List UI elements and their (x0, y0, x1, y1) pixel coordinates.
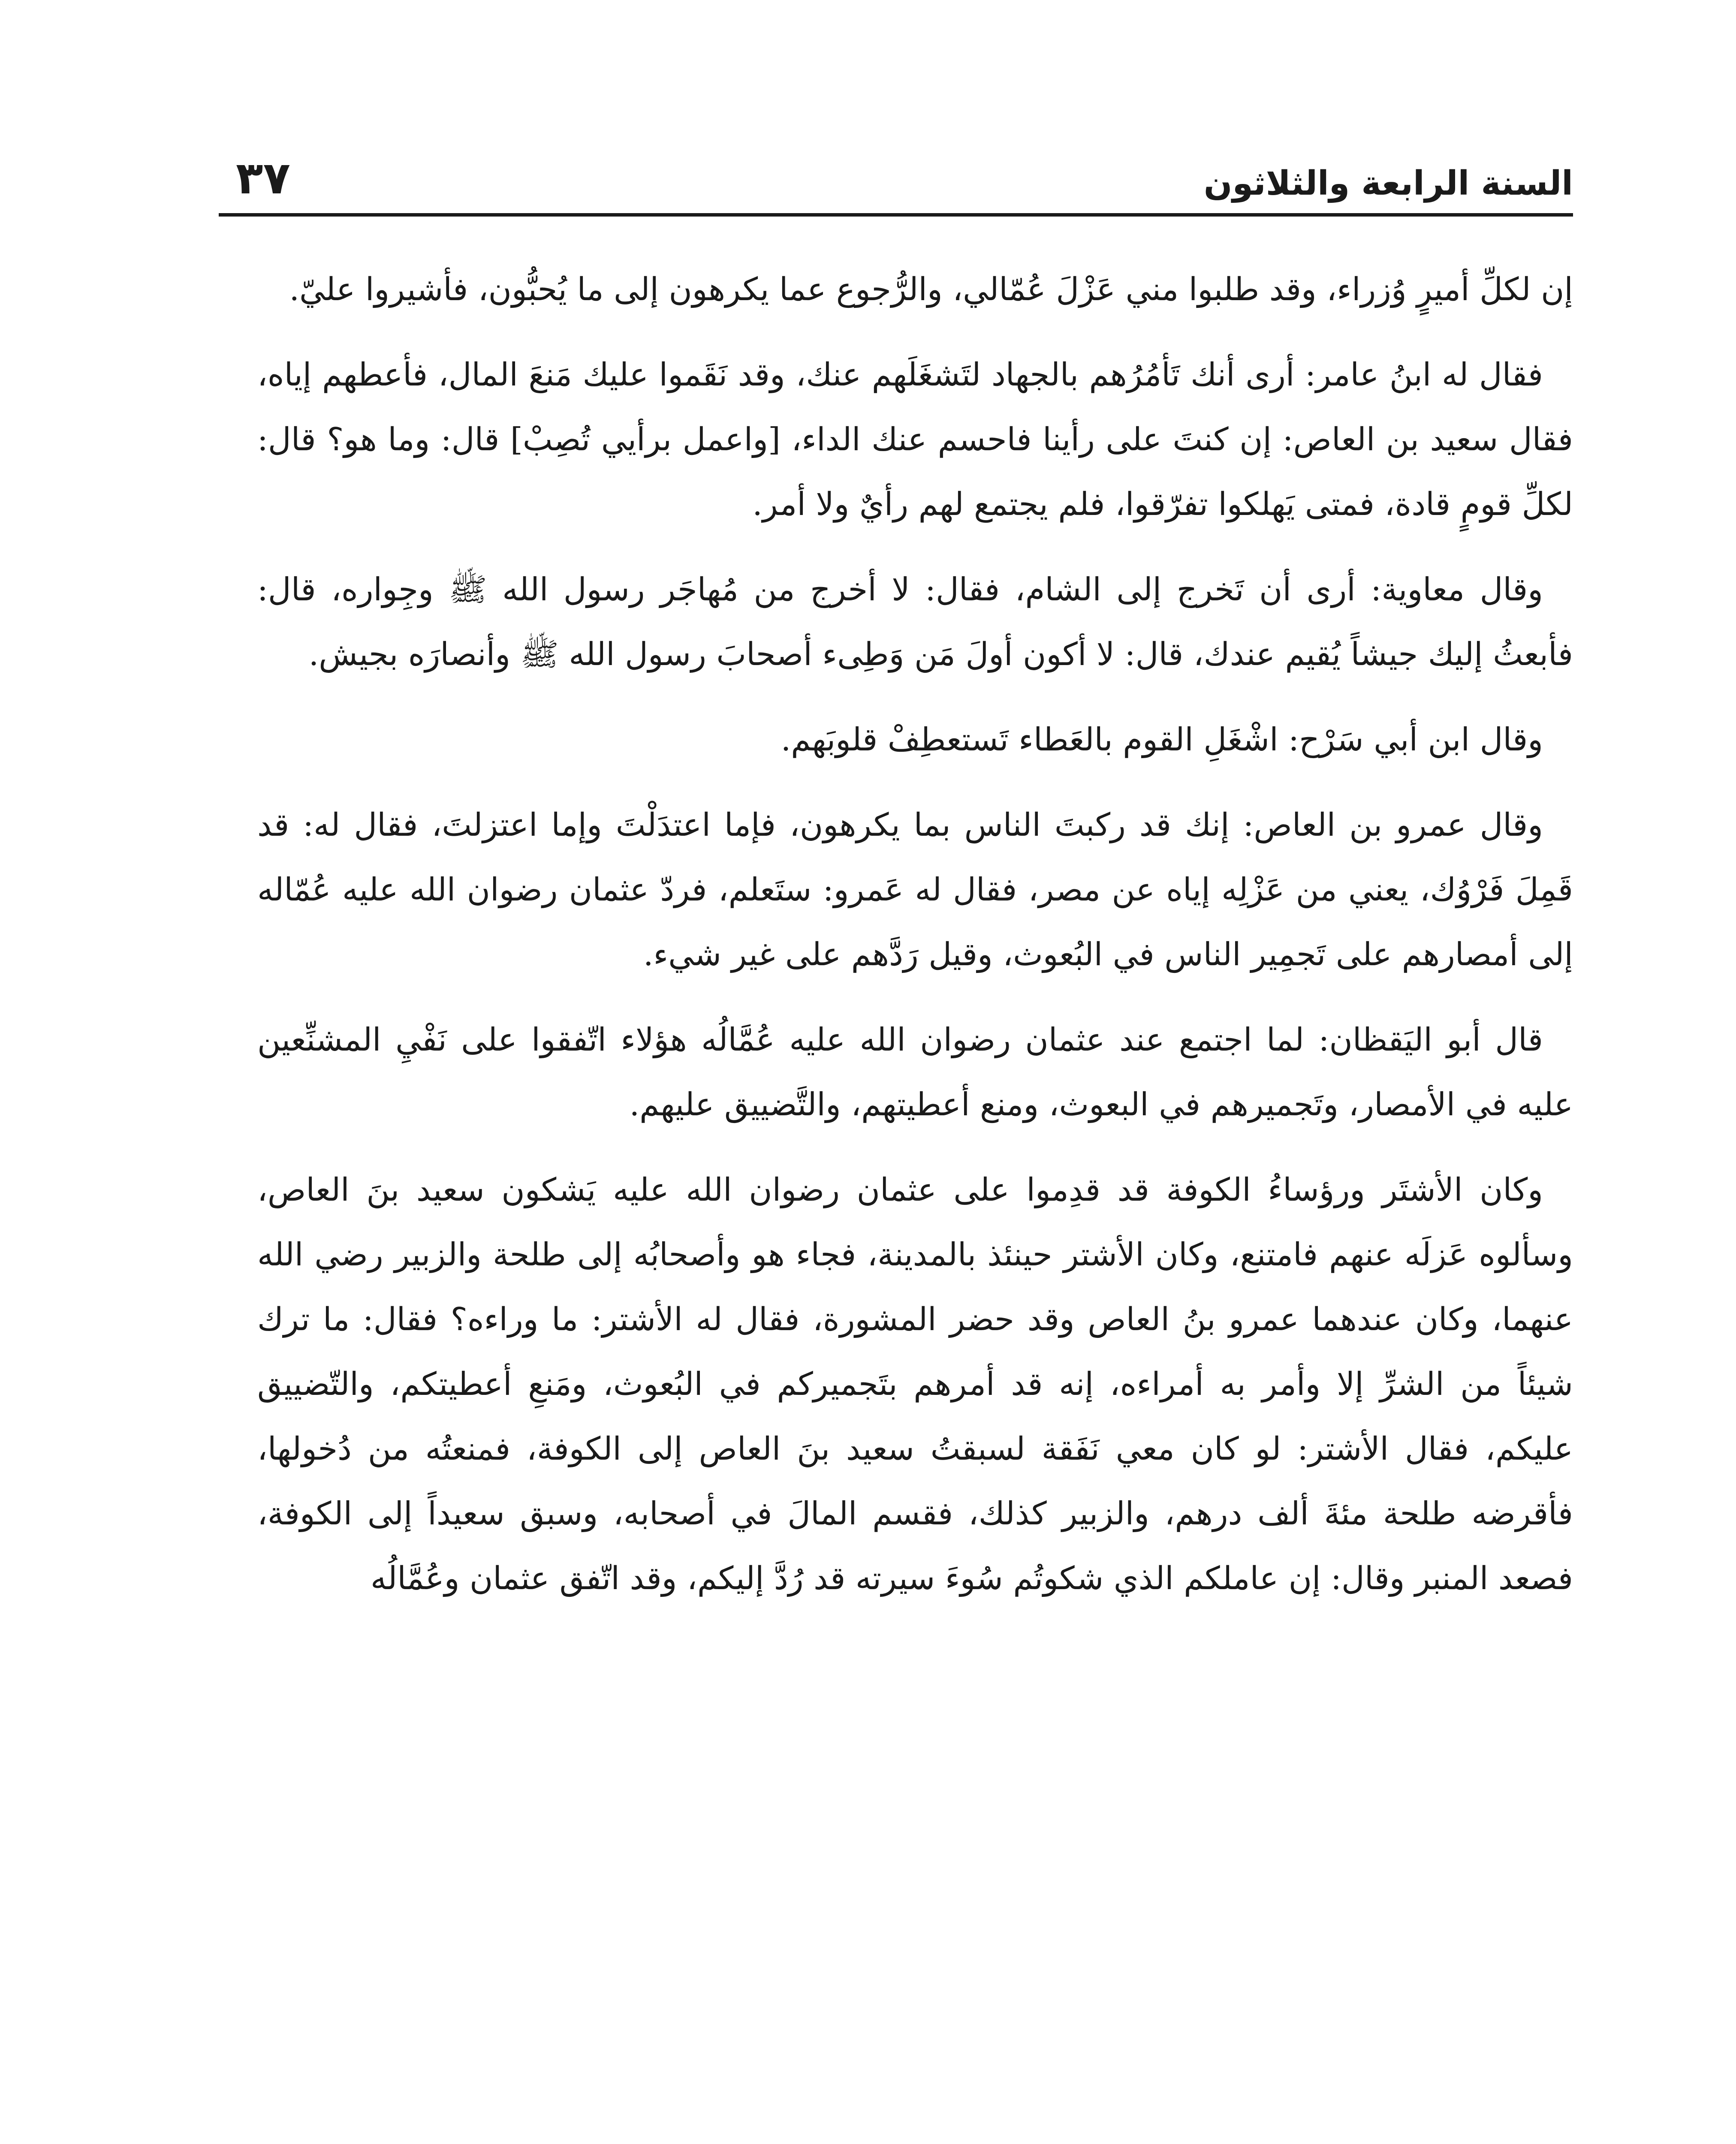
running-header (219, 148, 1573, 217)
page-number: ٣٧ (236, 152, 290, 204)
paragraph: وقال معاوية: أرى أن تَخرج إلى الشام، فقال: لا أخرج من مُهاجَر رسول الله ﷺ وجِواره، قال: فأبعثُ إليك جيشاً يُقيم عندك، قال: لا أكون أولَ مَن وَطِىء أصحابَ رسول الله ﷺ وأنصارَه بجيش. (257, 571, 1573, 673)
page-body (257, 257, 1573, 1632)
paragraph: قال أبو اليَقظان: لما اجتمع عند عثمان رضوان الله عليه عُمَّالُه هؤلاء اتّفقوا على نَفْيِ المشنِّعين عليه في الأمصار، وتَجميرهم في البعوث، ومنع أعطيتهم، والتَّضييق عليهم. (257, 1021, 1573, 1123)
paragraph: فقال له ابنُ عامر: أرى أنك تَأمُرُهم بالجهاد لتَشغَلَهم عنك، وقد نَقَموا عليك مَنعَ المال، فأعطهم إياه، فقال سعيد بن العاص: إن كنتَ على رأينا فاحسم عنك الداء، [واعمل برأيي تُصِبْ] قال: وما هو؟ قال: لكلِّ قومٍ قادة، فمتى يَهلكوا تفرّقوا، فلم يجتمع لهم رأيٌ ولا أمر. (257, 356, 1573, 523)
header-rule (219, 213, 1573, 217)
chapter-title: السنة الرابعة والثلاثون (1203, 164, 1573, 203)
paragraph: وقال عمرو بن العاص: إنك قد ركبتَ الناس بما يكرهون، فإما اعتدَلْتَ وإما اعتزلتَ، فقال له: قد قَمِلَ فَرْوُك، يعني من عَزْلِه إياه عن مصر، فقال له عَمرو: ستَعلم، فردّ عثمان رضوان الله عليه عُمّاله إلى أمصارهم على تَجمِير الناس في البُعوث، وقيل رَدَّهم على غير شيء. (257, 807, 1573, 973)
paragraph: وكان الأشتَر ورؤساءُ الكوفة قد قدِموا على عثمان رضوان الله عليه يَشكون سعيد بنَ العاص، وسألوه عَزلَه عنهم فامتنع، وكان الأشتر حينئذ بالمدينة، فجاء هو وأصحابُه إلى طلحة والزبير رضي الله عنهما، وكان عندهما عمرو بنُ العاص وقد حضر المشورة، فقال له الأشتر: ما وراءه؟ فقال: ما ترك شيئاً من الشرِّ إلا وأمر به أمراءه، إنه قد أمرهم بتَجميركم في البُعوث، ومَنعِ أعطيتكم، والتّضييق عليكم، فقال الأشتر: لو كان معي نَفَقة لسبقتُ سعيد بنَ العاص إلى الكوفة، فمنعتُه من دُخولها، فأقرضه طلحة مئةَ ألف درهم، والزبير كذلك، فقسم المالَ في أصحابه، وسبق سعيداً إلى الكوفة، فصعد المنبر وقال: إن عاملكم الذي شكوتُم سُوءَ سيرته قد رُدَّ إليكم، وقد اتّفق عثمان وعُمَّالُه (257, 1171, 1573, 1597)
paragraph: إن لكلِّ أميرٍ وُزراء، وقد طلبوا مني عَزْلَ عُمّالي، والرُّجوع عما يكرهون إلى ما يُحبُّون، فأشيروا عليّ. (289, 271, 1573, 308)
paragraph: وقال ابن أبي سَرْح: اشْغَلِ القوم بالعَطاء تَستعطِفْ قلوبَهم. (781, 721, 1543, 758)
